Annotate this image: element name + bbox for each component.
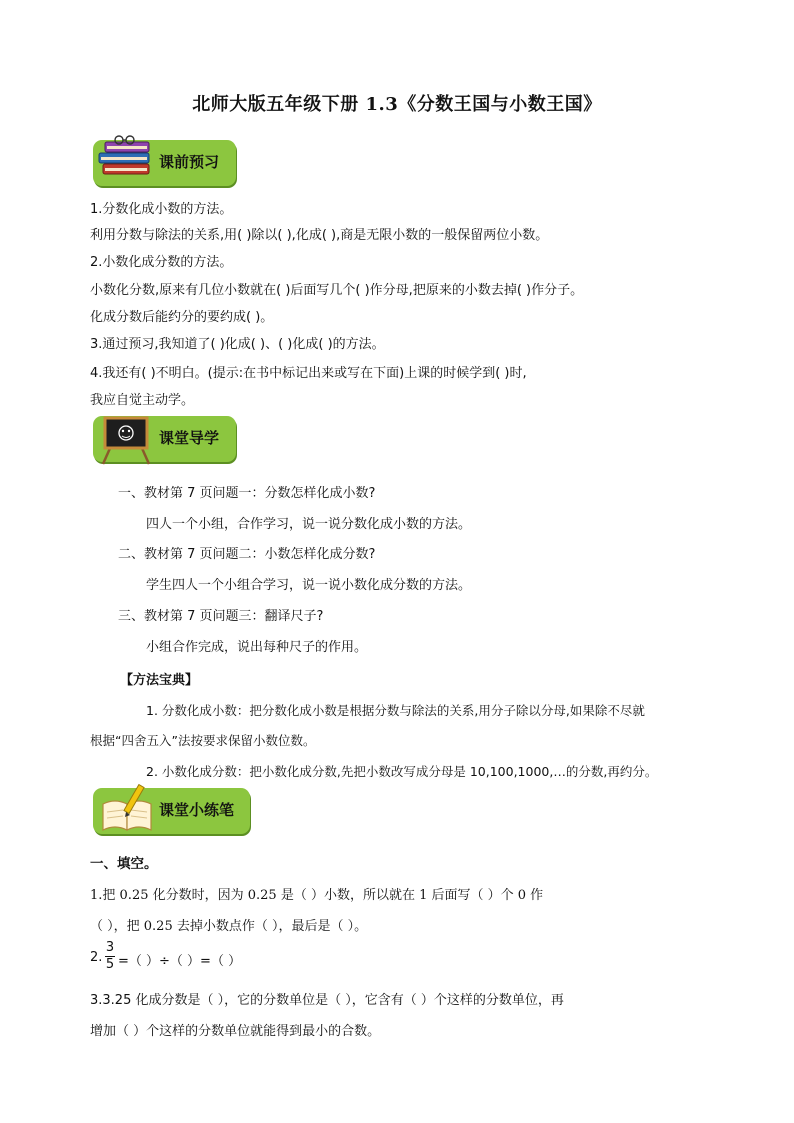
notebook-pencil-icon bbox=[97, 782, 157, 836]
method-title: 【方法宝典】 bbox=[120, 673, 199, 688]
method-item-2: 2. 小数化成分数：把小数化成分数,先把小数改写成分母是 10,100,1000,…的分数,再约分。 bbox=[146, 764, 658, 779]
preview-line-7: 4.我还有( )不明白。(提示:在书中标记出来或写在下面)上课的时候学到( )时, bbox=[90, 366, 527, 381]
guide-line-6: 小组合作完成，说出每种尺子的作用。 bbox=[146, 640, 368, 655]
page-title: 北师大版五年级下册 1.3《分数王国与小数王国》 bbox=[192, 94, 602, 115]
preview-line-8: 我应自觉主动学。 bbox=[90, 393, 195, 408]
section-title-guide: 课堂导学 bbox=[159, 429, 220, 447]
guide-line-1: 一、教材第 7 页问题一：分数怎样化成小数? bbox=[118, 486, 376, 501]
section-title-practice: 课堂小练笔 bbox=[159, 801, 235, 819]
fraction-numerator: 3 bbox=[105, 940, 115, 955]
question-2-prefix: 2. bbox=[90, 950, 103, 965]
question-2-rest: =（ ）÷（ ）=（ ） bbox=[118, 954, 242, 969]
section-title-preview: 课前预习 bbox=[159, 153, 220, 171]
guide-line-2: 四人一个小组，合作学习，说一说分数化成小数的方法。 bbox=[146, 517, 472, 532]
preview-line-6: 3.通过预习,我知道了( )化成( )、( )化成( )的方法。 bbox=[90, 337, 385, 352]
question-3a: 3.3.25 化成分数是（ ），它的分数单位是（ ），它含有（ ）个这样的分数单位，再 bbox=[90, 993, 564, 1008]
blackboard-icon bbox=[97, 410, 157, 466]
question-1a: 1.把 0.25 化分数时，因为 0.25 是（ ）小数，所以就在 1 后面写（ ）个 0 作 bbox=[90, 888, 544, 903]
section-banner-guide bbox=[93, 416, 236, 462]
preview-line-4: 小数化分数,原来有几位小数就在( )后面写几个( )作分母,把原来的小数去掉( )作分子。 bbox=[90, 283, 584, 298]
method-item-1b: 根据“四舍五入”法按要求保留小数位数。 bbox=[90, 733, 316, 748]
fraction-denominator: 5 bbox=[105, 957, 115, 972]
guide-line-3: 二、教材第 7 页问题二：小数怎样化成分数? bbox=[118, 547, 376, 562]
preview-line-3: 2.小数化成分数的方法。 bbox=[90, 255, 233, 270]
preview-line-1: 1.分数化成小数的方法。 bbox=[90, 202, 233, 217]
question-1b: （ ），把 0.25 去掉小数点作（ ），最后是（ ）。 bbox=[90, 919, 368, 934]
question-2-fraction bbox=[105, 941, 115, 972]
books-icon bbox=[97, 134, 157, 186]
preview-line-5: 化成分数后能约分的要约成( )。 bbox=[90, 310, 274, 325]
guide-line-5: 三、教材第 7 页问题三：翻译尺子? bbox=[118, 609, 324, 624]
preview-line-2: 利用分数与除法的关系,用( )除以( ),化成( ),商是无限小数的一般保留两位小数。 bbox=[90, 228, 549, 243]
method-item-1a: 1. 分数化成小数：把分数化成小数是根据分数与除法的关系,用分子除以分母,如果除不尽就 bbox=[146, 703, 645, 718]
practice-heading: 一、填空。 bbox=[90, 856, 158, 872]
guide-line-4: 学生四人一个小组合学习，说一说小数化成分数的方法。 bbox=[146, 578, 472, 593]
section-banner-preview bbox=[93, 140, 236, 186]
section-banner-practice bbox=[93, 788, 250, 834]
question-3b: 增加（ ）个这样的分数单位就能得到最小的合数。 bbox=[90, 1024, 381, 1039]
